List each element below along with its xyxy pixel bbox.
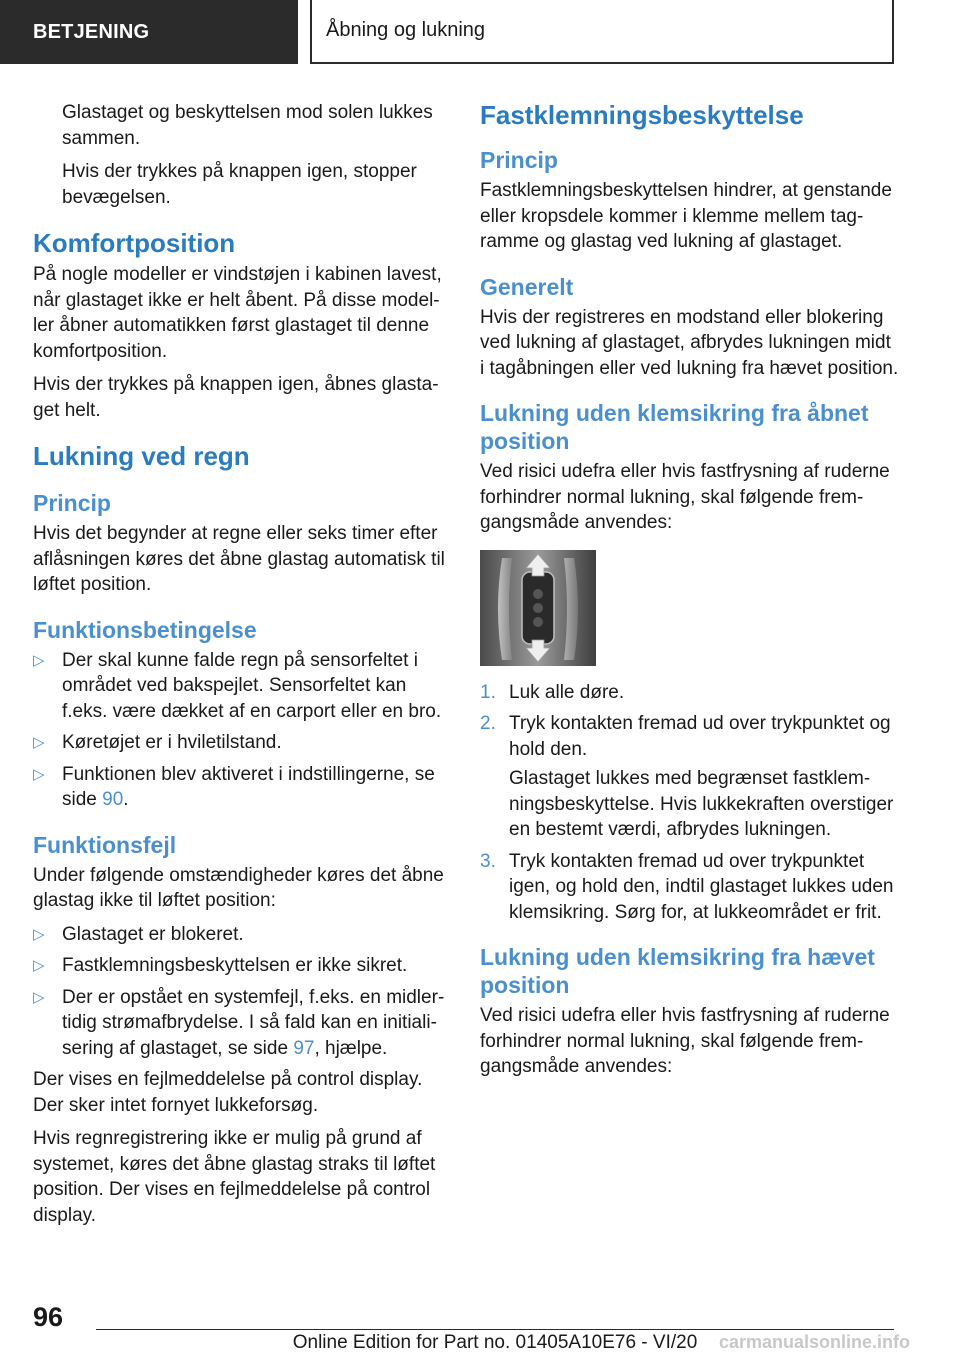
heading-lukning-fra-aabnet: Lukning uden klemsikring fra åbnet position	[480, 400, 869, 454]
list-item-text: , hjælpe.	[314, 1037, 388, 1059]
step-note: Glastaget lukkes med begrænset fastklemningsbeskyttelse. Hvis lukkekraften overstiger en bestemt værdi, afbrydes lukningen.	[509, 768, 894, 840]
list-item-text: Der skal kunne falde regn på sensorfeltet i området ved bakspejlet. Sensorfeltet kan f.eks. være dækket af en carport eller en bro.	[62, 649, 442, 722]
list-item-text: Funktionen blev aktiveret i indstillingerne, se side	[62, 763, 435, 810]
intro-paragraph: Glastaget og beskyttelsen mod solen lukkes sammen.	[62, 102, 433, 149]
paragraph: På nogle modeller er vindstøjen i kabinen lavest, når glastaget ikke er helt åbent. På disse modeller åbner automatikken først glastaget til denne komfortposition.	[33, 264, 442, 362]
step-number: 3.	[480, 850, 496, 872]
triangle-right-icon: ▷	[33, 765, 45, 783]
step-item	[480, 711, 900, 843]
triangle-right-icon: ▷	[33, 988, 45, 1006]
step-text: Tryk kontakten fremad ud over trykpunktet igen, og hold den, indtil glastaget lukkes uden klemsikring. Sørg for, at lukkeområdet er frit.	[509, 850, 894, 923]
triangle-right-icon: ▷	[33, 957, 45, 974]
list-item	[33, 730, 448, 756]
heading-lukning-fra-haevet: Lukning uden klemsikring fra hævet position	[480, 944, 875, 998]
step-item	[480, 680, 900, 706]
list-item-text: Der er opstået en systemfejl, f.eks. en midlertidig strømafbrydelse. I så fald kan en initialisering af glastaget, se side	[62, 986, 445, 1059]
paragraph: Fastklemningsbeskyttelsen hindrer, at genstande eller kropsdele kommer i klemme mellem tagramme og glastag ved lukning af glastaget.	[480, 180, 892, 252]
right-column	[480, 100, 900, 1088]
page-header	[0, 0, 960, 66]
heading-generelt: Generelt	[480, 273, 574, 300]
paragraph: Der vises en fejlmeddelelse på control display. Der sker intet fornyet lukkeforsøg.	[33, 1069, 423, 1116]
fault-list	[33, 922, 448, 1062]
paragraph: Hvis regnregistrering ikke er mulig på grund af systemet, køres det åbne glastag straks til løftet position. Der vises en fejlmeddelelse på control display.	[33, 1128, 436, 1226]
paragraph: Hvis der trykkes på knappen igen, åbnes glastaget helt.	[33, 374, 439, 421]
heading-princip: Princip	[33, 490, 111, 516]
steps-list	[480, 680, 900, 926]
paragraph: Ved risici udefra eller hvis fastfrysning af ruderne forhindrer normal lukning, skal følgende fremgangsmåde anvendes:	[480, 1005, 890, 1077]
list-item-text: Glastaget er blokeret.	[62, 923, 244, 945]
heading-komfortposition: Komfortposition	[33, 228, 236, 258]
paragraph: Under følgende omstændigheder køres det åbne glastag ikke til løftet position:	[33, 864, 444, 911]
heading-funktionsfejl: Funktionsfejl	[33, 831, 177, 858]
list-item	[33, 985, 448, 1062]
heading-princip: Princip	[480, 147, 558, 173]
page-number: 96	[33, 1302, 64, 1332]
heading-funktionsbetingelse: Funktionsbetingelse	[33, 616, 257, 643]
step-number: 1.	[480, 681, 496, 703]
step-text: Tryk kontakten fremad ud over trykpunktet og hold den.	[509, 713, 891, 760]
triangle-right-icon: ▷	[33, 925, 45, 943]
step-number: 2.	[480, 713, 496, 734]
paragraph: Hvis det begynder at regne eller seks timer efter aflåsningen køres det åbne glastag automatisk til løftet position.	[33, 523, 445, 595]
footer-divider	[96, 1329, 894, 1330]
condition-list	[33, 648, 448, 813]
triangle-right-icon: ▷	[33, 734, 45, 751]
intro-paragraph: Hvis der trykkes på knappen igen, stopper bevægelsen.	[62, 161, 417, 208]
left-column	[33, 100, 448, 1236]
heading-fastklemningsbeskyttelse: Fastklemningsbeskyttelse	[480, 100, 804, 130]
list-item	[33, 762, 448, 813]
paragraph: Ved risici udefra eller hvis fastfrysning af ruderne forhindrer normal lukning, skal følgende fremgangsmåde anvendes:	[480, 461, 890, 533]
page-link-97[interactable]: 97	[293, 1037, 315, 1059]
list-item-text: Køretøjet er i hviletilstand.	[62, 732, 282, 753]
step-text: Luk alle døre.	[509, 681, 625, 703]
step-item	[480, 849, 900, 926]
list-item	[33, 922, 448, 948]
paragraph: Hvis der registreres en modstand eller blokering ved lukning af glastaget, afbrydes lukningen midt i tagåbningen eller ved lukning fra hævet position.	[480, 306, 899, 379]
watermark: carmanualsonline.info	[718, 1332, 910, 1352]
roof-switch-image	[480, 550, 596, 666]
list-item-text: .	[123, 789, 129, 810]
list-item	[33, 953, 448, 979]
triangle-right-icon: ▷	[33, 651, 45, 669]
heading-lukning-ved-regn: Lukning ved regn	[33, 441, 250, 471]
page-link-90[interactable]: 90	[102, 789, 124, 810]
footer-edition: Online Edition for Part no. 01405A10E76 - VI/20	[292, 1332, 698, 1353]
section-label: BETJENING	[0, 0, 298, 64]
list-item-text: Fastklemningsbeskyttelsen er ikke sikret.	[62, 955, 408, 976]
chapter-title: Åbning og lukning	[310, 0, 894, 64]
list-item	[33, 648, 448, 725]
